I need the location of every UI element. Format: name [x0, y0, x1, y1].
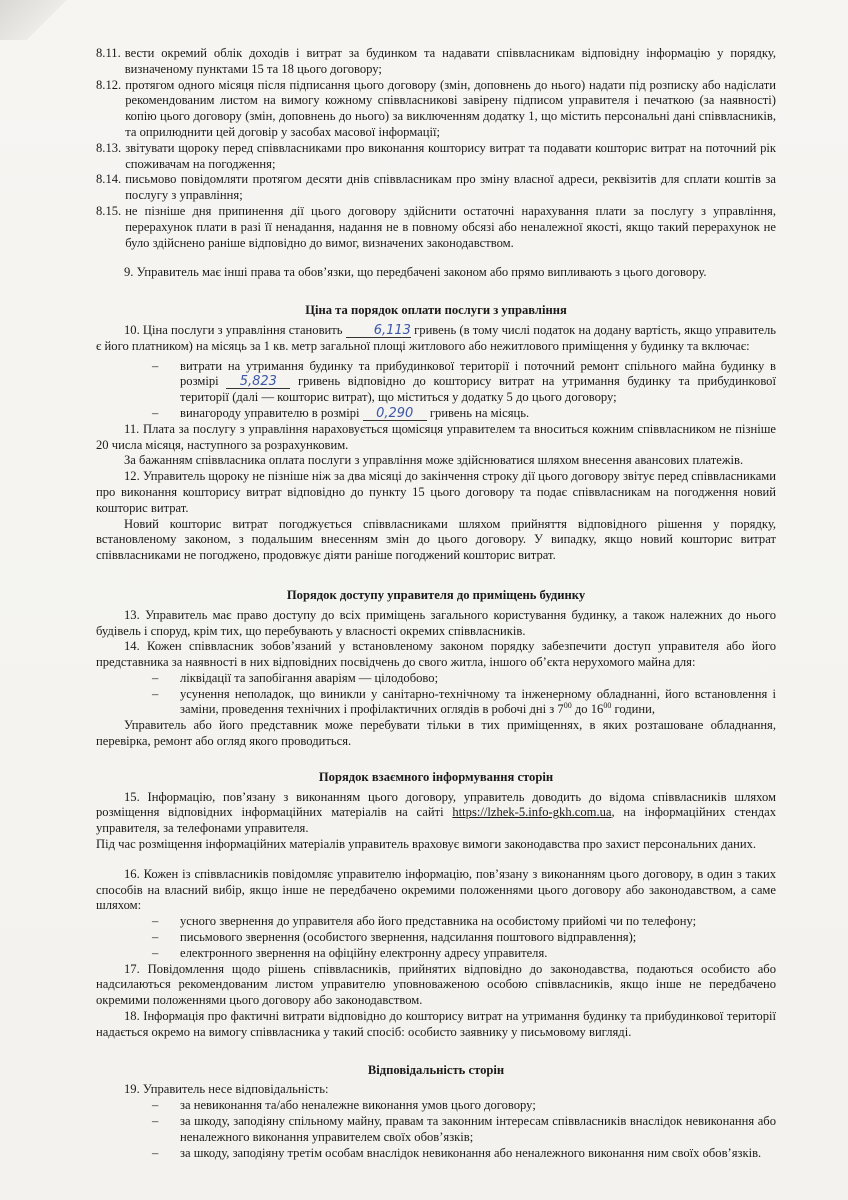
dash-marker: – — [152, 914, 159, 929]
text: 10. Ціна послуги з управління становить — [124, 322, 343, 337]
info-item-oral — [152, 914, 776, 930]
text: гривень на місяць. — [429, 405, 530, 420]
document-body — [96, 46, 776, 1161]
dash-marker: – — [152, 405, 159, 420]
item-text: ліквідації та запобігання аваріям — цілодобово; — [180, 670, 439, 685]
handwritten-maintenance-amount: 5,823 — [226, 375, 290, 389]
item-text: за шкоду, заподіяну спільному майну, правам та законним інтересам співвласників внаслідок невиконання або неналежного виконання управителем своїх обов’язків; — [180, 1114, 776, 1144]
resp-item-1 — [152, 1098, 776, 1114]
paragraph-17: 17. Повідомлення щодо рішень співвласників, прийнятих відповідно до законодавства, подаються особисто або надсилаються рекомендованим листом управителю уповноваженою особою співвласників, якщо інше не передбачено окремими положеннями цього договору або законодавством. — [96, 961, 776, 1008]
clause-8-12 — [96, 78, 776, 141]
text: гривень (в тому числі податок на додану вартість, якщо управитель є його платником) на місяць за 1 кв. метр загальної площі житлового або нежитлового приміщення у будинку та включає: — [96, 322, 777, 353]
text: до 16 — [571, 702, 604, 717]
folded-corner — [0, 0, 70, 40]
handwritten-price: 6,113 — [346, 324, 411, 338]
paragraph-12: 12. Управитель щороку не пізніше ніж за два місяці до закінчення строку дії цього договору звітує перед співвласниками про виконання кошторису витрат відповідно до пункту 15 цього договору та подає співвласникам на погодження новий кошторис витрат. — [96, 469, 776, 515]
item-text: усного звернення до управителя або його представника на особистому прийомі чи по телефону; — [180, 914, 697, 929]
clause-number: 8.13. — [96, 140, 122, 155]
access-item-emergency — [152, 671, 776, 687]
text: години, — [611, 702, 656, 717]
text: усунення неполадок, що виникли у санітарно-технічному та інженерному обладнанні, його встановлення і заміни, проведення технічних і профілактичних оглядів в робочі дні з 7 — [180, 686, 776, 717]
item-text — [180, 406, 776, 422]
paragraph-14b: Управитель або його представник може перебувати тільки в тих приміщеннях, в яких розташоване обладнання, перевірка, ремонт або огляд якого проводиться. — [96, 718, 776, 749]
paragraph-15c: Під час розміщення інформаційних матеріалів управитель враховує вимоги законодавства про захист персональних даних. — [96, 837, 757, 852]
resp-item-3 — [152, 1146, 776, 1162]
item-text — [180, 359, 776, 406]
paragraph-11b: За бажанням співвласника оплата послуги з управління може здійснюватися шляхом внесення авансових платежів. — [124, 453, 744, 468]
heading-responsibility: Відповідальність сторін — [367, 1062, 505, 1077]
superscript: 00 — [563, 701, 572, 711]
text: гривень відповідно до кошторису витрат на утримання будинку та прибудинкової території (далі — кошторис витрат), що міститься у додатку 5 до цього договору; — [180, 374, 776, 405]
clause-text: вести окремий облік доходів і витрат за будинком та надавати співвласникам відповідну інформацію у порядку, визначеному пунктами 15 та 18 цього договору; — [124, 46, 776, 76]
text: , на інформаційних стендах управителя, за телефонами управителя. — [96, 805, 776, 836]
clause-8-13 — [96, 141, 776, 173]
dash-marker: – — [152, 1098, 159, 1113]
heading-info: Порядок взаємного інформування сторін — [318, 769, 554, 784]
clause-number: 8.11. — [96, 46, 121, 60]
item-text: за шкоду, заподіяну третім особам внаслідок невиконання або неналежного виконання ним своїх обов’язків. — [180, 1145, 762, 1160]
clause-number: 8.14. — [96, 172, 122, 187]
paragraph-9: 9. Управитель має інші права та обов’язки, що передбачені законом або прямо випливають з цього договору. — [124, 265, 707, 280]
handwritten-reward-amount: 0,290 — [363, 407, 427, 421]
item-text — [180, 687, 776, 719]
paragraph-10 — [96, 323, 776, 355]
paragraph-14: 14. Кожен співвласник зобов’язаний у встановленому законом порядку забезпечити доступ управителя або його представника за наявності в них відповідних посвідчень до свого житла, іншого об’єкта нерухомого майна для: — [96, 639, 776, 670]
paragraph-11: 11. Плата за послугу з управління нараховується щомісяця управителем та вноситься кожним співвласником не пізніше 20 числа місяця, наступного за розрахунковим. — [96, 421, 776, 452]
access-item-repairs — [152, 687, 776, 719]
dash-marker: – — [152, 1145, 159, 1160]
website-link[interactable]: https://lzhek-5.info-gkh.com.ua — [452, 805, 612, 820]
text: 15. Інформацію, пов’язану з виконанням цього договору, управитель доводить до відома співвласників шляхом розміщення відповідних інформаційних матеріалів на сайті — [96, 789, 776, 820]
clause-number: 8.15. — [96, 203, 122, 218]
info-item-written — [152, 930, 776, 946]
heading-price: Ціна та порядок оплати послуги з управління — [305, 303, 567, 318]
paragraph-18: 18. Інформація про фактичні витрати відповідно до кошторису витрат на утримання будинку та прибудинкової території надається окремо на вимогу співвласника у такий спосіб: особисто заявнику у письмовому вигляді. — [96, 1009, 776, 1039]
paragraph-12b: Новий кошторис витрат погоджується співвласниками шляхом прийняття відповідного рішення у порядку, встановленому законом, з подальшим внесенням змін до цього договору. У випадку, якщо новий кошторис витрат співвласниками не погоджено, продовжує діяти раніше погоджений кошторис витрат. — [96, 516, 776, 563]
clause-text: протягом одного місяця після підписання цього договору (змін, доповнень до нього) надати під розписку або надіслати рекомендованим листом на вимогу кожному співвласникові завірену підписом управителя і печаткою (за наявності) копію цього договору (змін, доповнень до нього) за виключенням додатку 1, що містить персональні дані співвласників, та оприлюднити цей договір у засобах масової інформації; — [125, 77, 776, 139]
paragraph-15 — [96, 790, 776, 837]
clause-text: не пізніше дня припинення дії цього договору здійснити остаточні нарахування плати за послугу з управління, перерахунок плати в разі її ненадання, надання не в повному обсязі або неналежної якості, якщо такий перерахунок не було здійснено раніше відповідно до вимог, визначених законодавством. — [125, 203, 776, 250]
clause-8-14 — [96, 172, 776, 204]
price-item-maintenance — [152, 359, 776, 406]
paragraph-16: 16. Кожен із співвласників повідомляє управителю інформацію, пов’язану з виконанням цього договору, в один з таких способів на власний вибір, якщо інше не передбачено окремими положеннями цього договору або законодавством, а саме шляхом: — [96, 866, 776, 913]
item-text: за невиконання та/або неналежне виконання умов цього договору; — [180, 1098, 536, 1113]
clause-text: письмово повідомляти протягом десяти днів співвласникам про зміну власної адреси, реквізитів для сплати коштів за послугу з управління; — [125, 172, 776, 203]
clause-text: звітувати щороку перед співвласниками про виконання кошторису витрат та подавати кошторис витрат на поточний рік споживачам на погодження; — [125, 140, 776, 171]
item-text: електронного звернення на офіційну електронну адресу управителя. — [180, 945, 548, 960]
info-item-electronic — [152, 946, 776, 962]
item-text: письмового звернення (особистого звернення, надсилання поштового відправлення); — [180, 930, 637, 945]
text: винагороду управителю в розмірі — [180, 405, 360, 420]
heading-access: Порядок доступу управителя до приміщень будинку — [286, 587, 586, 602]
dash-marker: – — [152, 358, 159, 373]
dash-marker: – — [152, 945, 159, 960]
paragraph-19: 19. Управитель несе відповідальність: — [124, 1082, 329, 1097]
text: витрати на утримання будинку та прибудинкової території і поточний ремонт спільного майна будинку в розмірі — [180, 358, 776, 389]
dash-marker: – — [152, 686, 159, 701]
resp-item-2 — [152, 1114, 776, 1146]
clause-8-15 — [96, 204, 776, 251]
superscript: 00 — [603, 701, 612, 711]
dash-marker: – — [152, 1114, 159, 1129]
dash-marker: – — [152, 670, 159, 685]
clause-8-11 — [96, 46, 776, 78]
paragraph-13: 13. Управитель має право доступу до всіх приміщень загального користування будинку, а також належних до нього будівель і споруд, крім тих, що перебувають у власності окремих співвласників. — [96, 607, 776, 638]
price-item-reward — [152, 406, 776, 422]
clause-number: 8.12. — [96, 77, 122, 92]
dash-marker: – — [152, 930, 159, 945]
